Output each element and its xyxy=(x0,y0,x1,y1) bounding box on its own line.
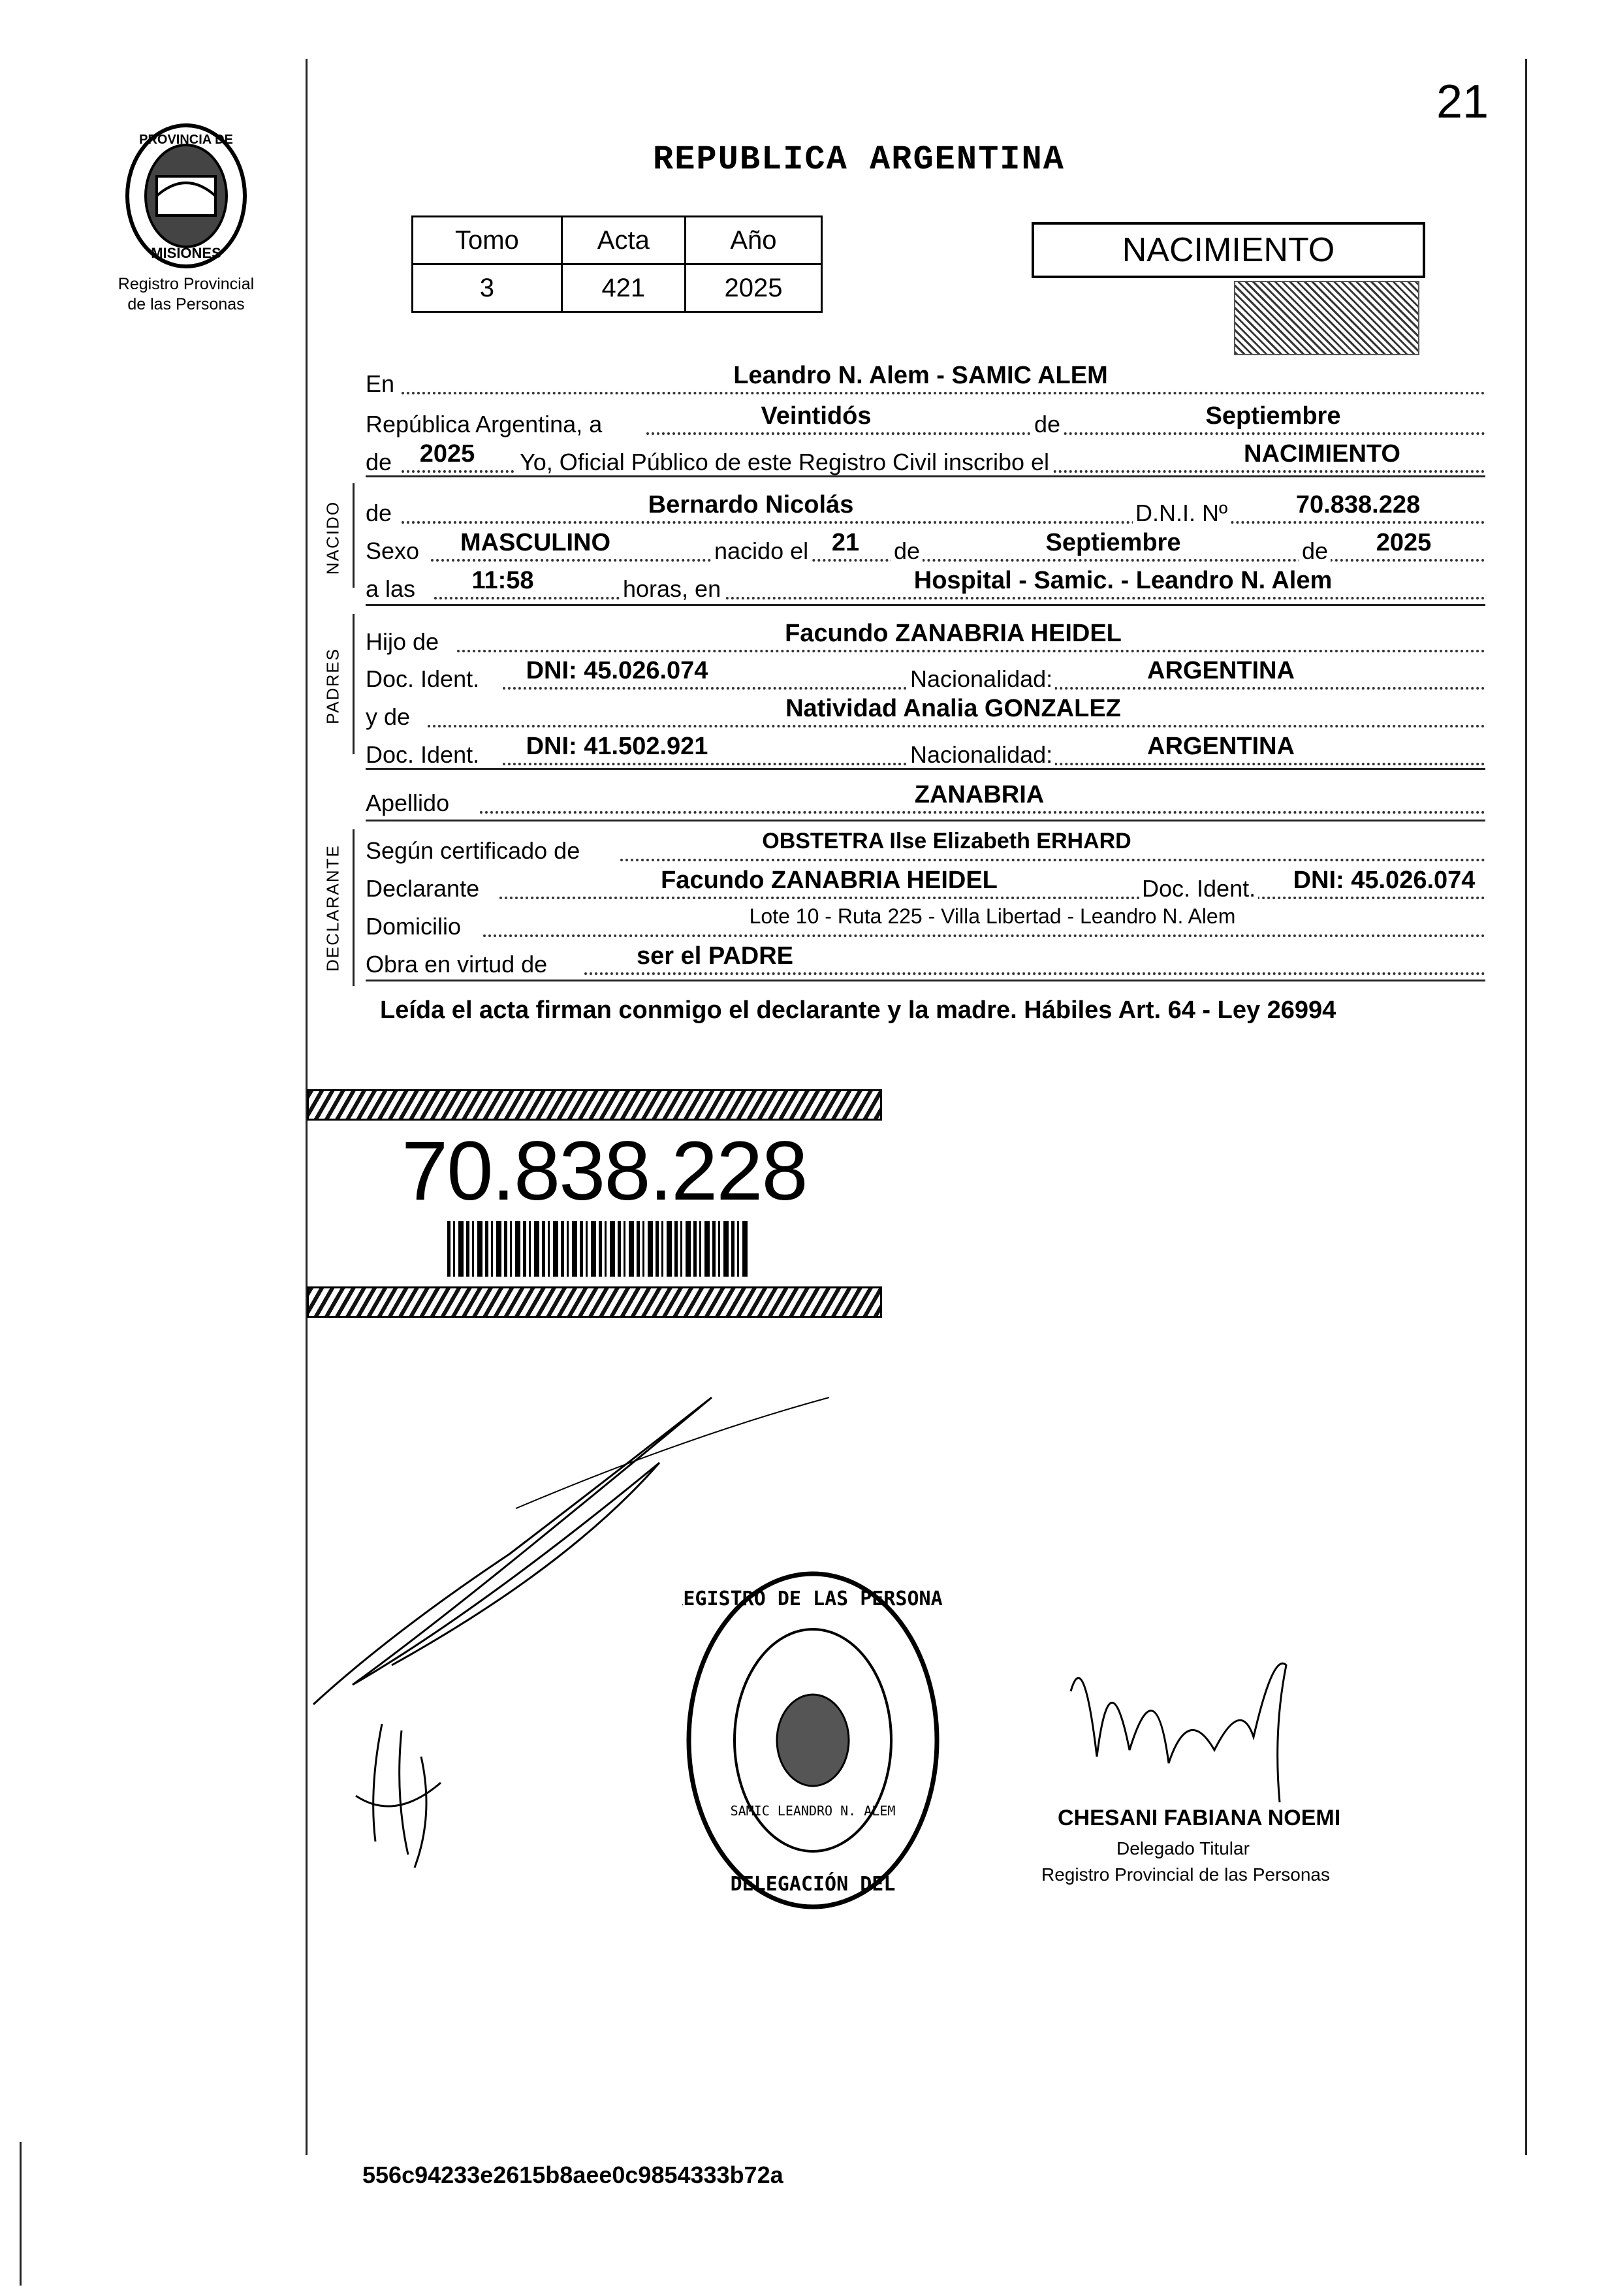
value-lugar: Leandro N. Alem - SAMIC ALEM xyxy=(733,362,1108,389)
closing-text: Leída el acta firman conmigo el declarante y la madre. Hábiles Art. 64 - Ley 26994 xyxy=(380,997,1336,1024)
declarante-bracket xyxy=(353,829,355,986)
label-nacionalidad2: Nacionalidad: xyxy=(908,743,1055,767)
label-doc-ident3: Doc. Ident. xyxy=(1139,877,1258,901)
divider-2 xyxy=(366,604,1485,606)
section-nacido: NACIDO xyxy=(323,500,343,575)
dots-republica xyxy=(646,432,1485,435)
label-de-mes: de xyxy=(891,539,923,563)
value-dni: 70.838.228 xyxy=(1295,491,1421,518)
dots-declarante xyxy=(499,897,1485,899)
barcode-number: 70.838.228 xyxy=(402,1124,807,1218)
label-horas-en: horas, en xyxy=(620,577,723,601)
label-apellido: Apellido xyxy=(366,789,450,816)
org-name-line1: Registro Provincial xyxy=(118,275,255,293)
nacido-bracket xyxy=(353,483,355,588)
official-org: Registro Provincial de las Personas xyxy=(1041,1864,1330,1885)
dots-en xyxy=(402,392,1485,394)
label-de1: de xyxy=(1032,413,1063,436)
value-nombre: Bernardo Nicolás xyxy=(648,491,854,518)
label-segun-certificado: Según certificado de xyxy=(366,837,580,864)
section-padres: PADRES xyxy=(323,648,343,724)
org-name-line2: de las Personas xyxy=(127,295,245,314)
value-sexo: MASCULINO xyxy=(460,529,611,556)
value-madre: Natividad Analia GONZALEZ xyxy=(785,695,1121,722)
value-padre: Facundo ZANABRIA HEIDEL xyxy=(785,620,1122,647)
divider-5 xyxy=(366,980,1485,981)
dots-obra xyxy=(584,972,1485,975)
official-title: Delegado Titular xyxy=(1116,1838,1250,1858)
label-dni: D.N.I. Nº xyxy=(1133,502,1230,525)
dots-domicilio xyxy=(483,934,1485,937)
value-madre-doc: DNI: 41.502.921 xyxy=(526,733,708,760)
value-hora: 11:58 xyxy=(471,567,534,594)
label-doc-ident1: Doc. Ident. xyxy=(366,665,480,692)
value-certificado: OBSTETRA Ilse Elizabeth ERHARD xyxy=(762,829,1131,853)
mother-signature xyxy=(343,1711,460,1881)
edge-line xyxy=(20,2142,22,2286)
record-number-table xyxy=(411,215,823,313)
security-pattern-top xyxy=(307,1089,882,1121)
table-header-acta: Acta xyxy=(561,217,685,264)
document-hash: 556c94233e2615b8aee0c9854333b72a xyxy=(362,2161,783,2188)
seal-bottom-text: MISIONES xyxy=(151,245,221,261)
value-lugar-nac: Hospital - Samic. - Leandro N. Alem xyxy=(913,567,1333,594)
label-domicilio: Domicilio xyxy=(366,913,462,940)
dots-madre xyxy=(428,725,1485,727)
label-de-anio: de xyxy=(1299,539,1331,563)
value-declarante: Facundo ZANABRIA HEIDEL xyxy=(661,867,998,894)
divider-1 xyxy=(366,475,1485,477)
section-declarante: DECLARANTE xyxy=(323,844,343,972)
org-name xyxy=(98,274,274,315)
label-hijo-de: Hijo de xyxy=(366,628,439,655)
official-name: CHESANI FABIANA NOEMI xyxy=(1058,1806,1341,1830)
barcode xyxy=(447,1221,748,1277)
label-yo-oficial: Yo, Oficial Público de este Registro Civil inscribo el xyxy=(516,451,1053,474)
country-title: REPUBLICA ARGENTINA xyxy=(653,140,1065,179)
official-signature xyxy=(1058,1639,1332,1809)
value-mes: Septiembre xyxy=(1205,402,1341,430)
table-value-tomo: 3 xyxy=(413,264,562,312)
label-nacionalidad1: Nacionalidad: xyxy=(908,667,1055,691)
value-anio: 2025 xyxy=(419,440,475,468)
label-sexo: Sexo xyxy=(366,537,420,564)
label-declarante: Declarante xyxy=(366,875,480,902)
dots-apellido xyxy=(480,811,1485,814)
seal-top-text: PROVINCIA DE xyxy=(139,133,233,147)
security-pattern-bottom xyxy=(307,1286,882,1318)
label-de-nombre: de xyxy=(366,500,392,526)
value-padre-nac: ARGENTINA xyxy=(1147,657,1295,684)
dots-padre xyxy=(457,650,1485,652)
table-value-acta: 421 xyxy=(561,264,685,312)
label-a-las: a las xyxy=(366,575,416,602)
value-mes-nac: Septiembre xyxy=(1045,529,1181,556)
divider-3 xyxy=(366,768,1485,770)
padres-bracket xyxy=(353,614,355,754)
stamp-left-text: DELEGACIÓN DEL xyxy=(730,1873,896,1896)
province-seal xyxy=(114,118,258,274)
label-obra-en-virtud: Obra en virtud de xyxy=(366,951,548,978)
dots-certificado xyxy=(620,859,1485,861)
right-margin-line xyxy=(1525,59,1527,2155)
value-domicilio: Lote 10 - Ruta 225 - Villa Libertad - Leandro N. Alem xyxy=(749,904,1236,928)
value-anio-nac: 2025 xyxy=(1376,529,1432,556)
registry-stamp xyxy=(682,1567,943,1913)
label-de2: de xyxy=(366,449,392,475)
value-obra-en-virtud: ser el PADRE xyxy=(636,942,794,970)
value-declarante-doc: DNI: 45.026.074 xyxy=(1293,867,1476,894)
value-padre-doc: DNI: 45.026.074 xyxy=(526,657,708,684)
label-y-de: y de xyxy=(366,703,411,730)
value-tipo: NACIMIENTO xyxy=(1244,440,1400,468)
value-apellido: ZANABRIA xyxy=(914,781,1045,808)
table-header-anio: Año xyxy=(685,217,821,264)
value-dia: Veintidós xyxy=(761,402,872,430)
stamp-inner-text: SAMIC LEANDRO N. ALEM xyxy=(730,1803,896,1819)
table-value-anio: 2025 xyxy=(685,264,821,312)
dots-nombre xyxy=(402,521,1485,524)
stamp-top-text: REGISTRO DE LAS PERSONAS xyxy=(682,1587,943,1610)
label-en: En xyxy=(366,370,395,397)
page-number: 21 xyxy=(1436,76,1489,128)
value-madre-nac: ARGENTINA xyxy=(1147,733,1295,760)
dots-hora xyxy=(434,597,1485,599)
label-doc-ident2: Doc. Ident. xyxy=(366,741,480,768)
record-type-box: NACIMIENTO xyxy=(1032,222,1425,278)
label-nacido-el: nacido el xyxy=(712,539,811,563)
table-header-tomo: Tomo xyxy=(413,217,562,264)
security-hologram xyxy=(1234,281,1419,355)
label-republica: República Argentina, a xyxy=(366,411,603,438)
value-dia-nac: 21 xyxy=(831,529,860,556)
divider-4 xyxy=(366,820,1485,821)
